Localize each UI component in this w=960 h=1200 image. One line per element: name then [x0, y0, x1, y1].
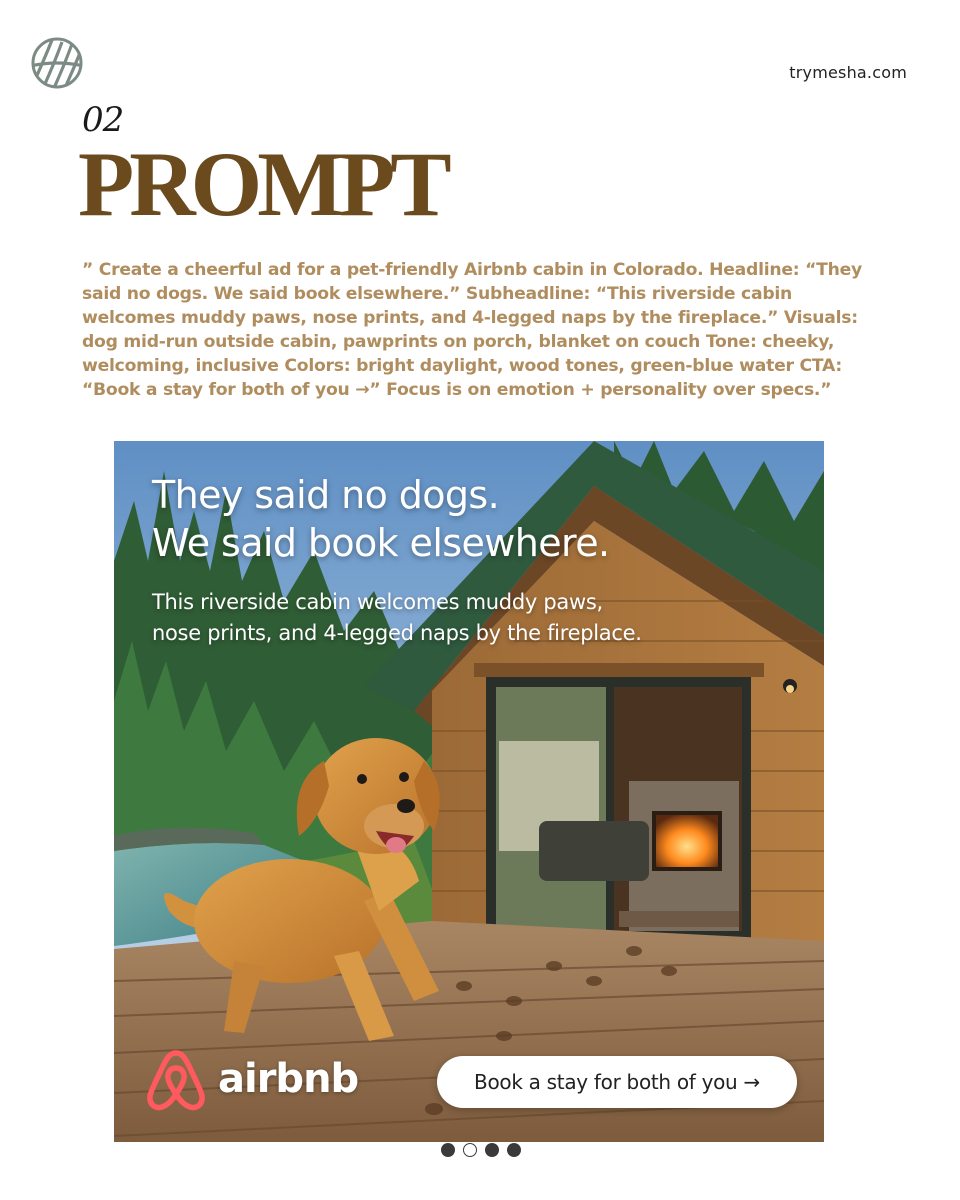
page-title: PROMPT — [78, 133, 447, 235]
ad-subheadline-line: nose prints, and 4-legged naps by the fireplace. — [152, 621, 642, 645]
ad-headline — [152, 471, 609, 567]
site-url[interactable]: trymesha.com — [789, 63, 907, 82]
book-stay-button[interactable]: Book a stay for both of you → — [437, 1056, 797, 1108]
airbnb-brand — [144, 1045, 358, 1113]
carousel-dot-2-active[interactable] — [463, 1143, 477, 1157]
airbnb-wordmark: airbnb — [218, 1056, 359, 1102]
airbnb-belo-icon — [144, 1045, 208, 1113]
carousel-dots — [441, 1143, 521, 1157]
prompt-text: ” Create a cheerful ad for a pet-friendly Airbnb cabin in Colorado. Headline: “They said no dogs. We said book elsewhere.” Subheadline: “This riverside cabin welcomes muddy paws, nose prints, and 4-legged naps by the fireplace.” Visuals: dog mid-run outside cabin, pawprints on porch, blanket on couch Tone: cheeky, welcoming, inclusive Colors: bright daylight, wood tones, green-blue water CTA: “Book a stay for both of you →” Focus is on emotion + personality over specs.” — [82, 260, 862, 400]
carousel-dot-4[interactable] — [507, 1143, 521, 1157]
slide-number: 02 — [82, 100, 124, 140]
ad-headline-line: We said book elsewhere. — [152, 521, 610, 565]
striped-circle-logo-icon — [30, 36, 84, 90]
ad-subheadline — [152, 587, 642, 649]
ad-image — [114, 441, 824, 1142]
carousel-dot-3[interactable] — [485, 1143, 499, 1157]
carousel-dot-1[interactable] — [441, 1143, 455, 1157]
ad-subheadline-line: This riverside cabin welcomes muddy paws, — [152, 590, 603, 614]
ad-headline-line: They said no dogs. — [152, 473, 500, 517]
